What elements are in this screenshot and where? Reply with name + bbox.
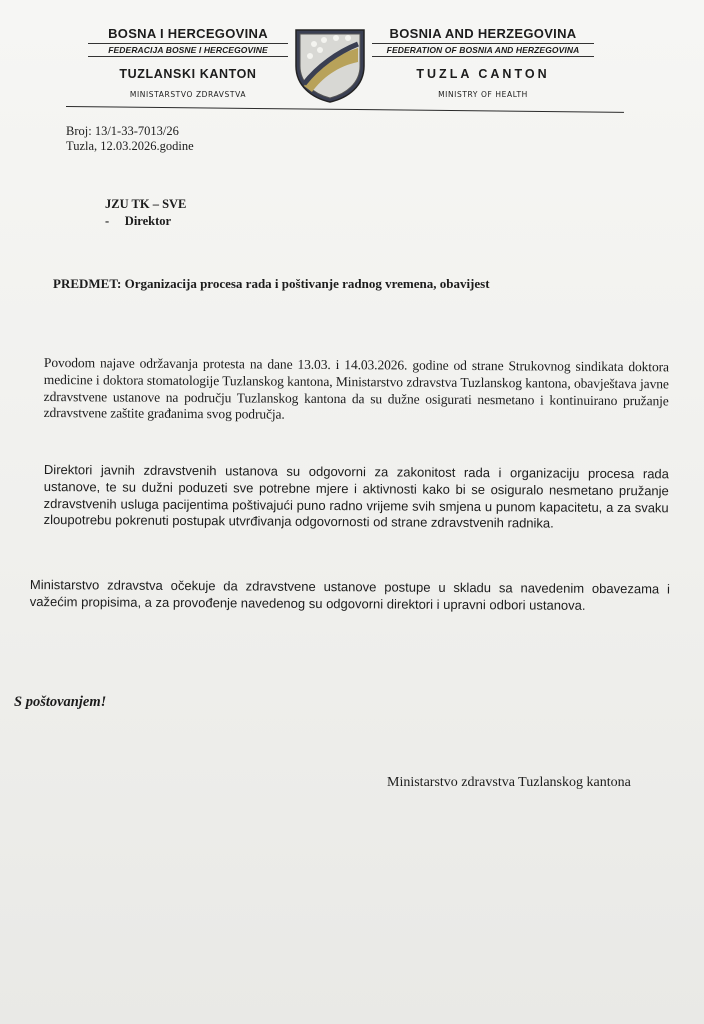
letterhead-country-bs: BOSNA I HERCEGOVINA [108,26,268,41]
letterhead-left [88,26,288,99]
closing-salutation: S poštovanjem! [14,694,107,710]
paragraph-3: Ministarstvo zdravstva očekuje da zdravstvene ustanove postupe u skladu sa navedenim obavezama i važećim propisima, a za provođenje navedenog su odgovorni direktori i upravni odbori ustanova. [29,577,670,613]
letterhead-right [372,26,594,99]
reference-number: Broj: 13/1-33-7013/26 [66,124,179,138]
letterhead-ministry-en: MINISTRY OF HEALTH [438,90,528,99]
recipient-title: - Direktor [105,214,172,228]
paragraph-2: Direktori javnih zdravstvenih ustanova su odgovorni za zakonitost rada i organizaciju procesa rada ustanove, te su dužni poduzeti sve potrebne mjere i aktivnosti kako bi se osiguralo nesmetano pružanje zdravstvenih usluga pacijentima poštivajući puno radno vrijeme svih smjena u punom kapacitetu, a za svaku zloupotrebu pokrenuti postupak utvrđivanja odgovornosti od strane zdravstvenih radnika. [43,462,669,531]
letterhead-federation-en: FEDERATION OF BOSNIA AND HERZEGOVINA [372,43,594,57]
letterhead-divider [66,106,624,113]
paragraph-1: Povodom najave održavanja protesta na dane 13.03. i 14.03.2026. godine od strane Strukovnog sindikata doktora medicine i doktora stomatologije Tuzlanskog kantona, Ministarstvo zdravstva Tuzlanskog kantona, obavještava javne zdravstvene ustanove na području Tuzlanskog kantona da su dužne osigurati nesmetano i kontinuirano pružanje zdravstvene zaštite građanima svog područja. [43,355,669,423]
signature-block: Ministarstvo zdravstva Tuzlanskog kantona [387,775,631,790]
coat-of-arms-icon [292,26,368,104]
reference-place-date: Tuzla, 12.03.2026.godine [66,139,194,153]
letterhead-canton-bs: TUZLANSKI KANTON [119,67,257,81]
letterhead-federation-bs: FEDERACIJA BOSNE I HERCEGOVINE [88,43,288,57]
letterhead-country-en: BOSNIA AND HERZEGOVINA [389,26,577,41]
letterhead-ministry-bs: MINISTARSTVO ZDRAVSTVA [129,90,247,99]
letterhead-canton-en: TUZLA CANTON [416,67,550,81]
recipient-name: JZU TK – SVE [105,197,187,211]
subject-line: PREDMET: Organizacija procesa rada i poštivanje radnog vremena, obavijest [53,276,490,291]
